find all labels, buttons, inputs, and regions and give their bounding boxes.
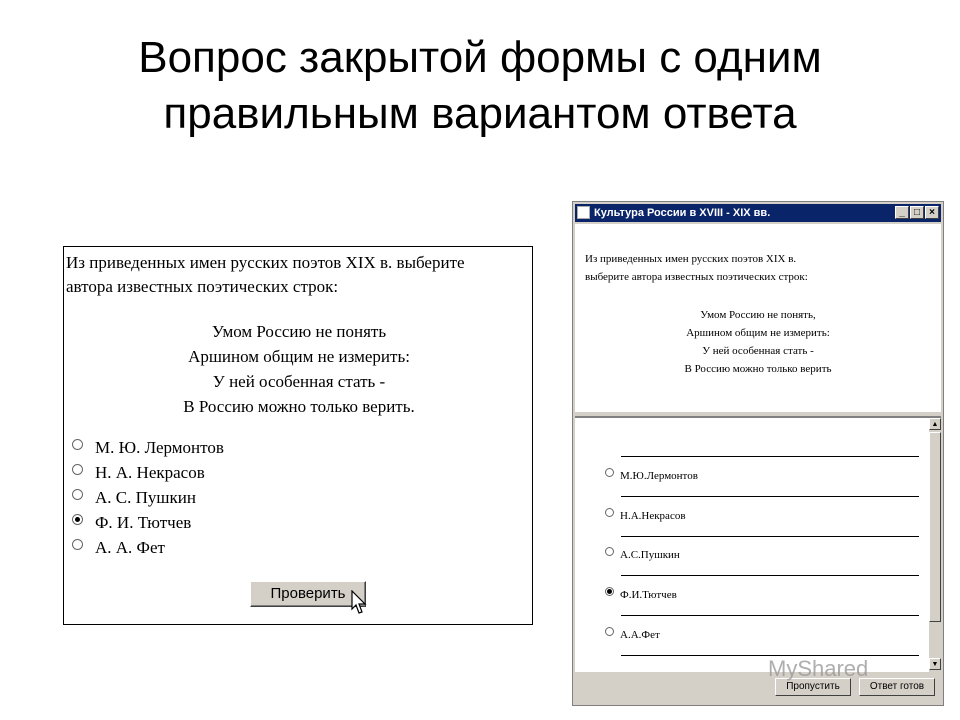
- divider: [621, 496, 919, 497]
- radio-button-selected[interactable]: [72, 514, 83, 525]
- radio-button[interactable]: [72, 539, 83, 550]
- slide-title: [0, 30, 960, 142]
- divider: [621, 575, 919, 576]
- skip-button[interactable]: Пропустить: [775, 678, 851, 696]
- close-icon[interactable]: ×: [925, 206, 939, 219]
- option-pushkin[interactable]: [72, 485, 224, 510]
- question-line-2: выберите автора известных поэтических строк:: [585, 271, 808, 283]
- poem-line: Аршином общим не измерить:: [686, 327, 830, 339]
- option-pushkin[interactable]: [605, 549, 680, 561]
- check-button[interactable]: Проверить: [250, 581, 366, 607]
- option-tyutchev[interactable]: [72, 510, 224, 535]
- window-footer: [575, 674, 941, 703]
- minimize-icon[interactable]: _: [895, 206, 909, 219]
- scroll-up-icon[interactable]: ▲: [929, 418, 941, 430]
- radio-button[interactable]: [605, 627, 614, 636]
- app-icon: [577, 206, 590, 219]
- window-title: Культура России в XVIII - XIX вв.: [594, 207, 771, 219]
- window-titlebar[interactable]: [575, 204, 941, 222]
- question-line-1: Из приведенных имен русских поэтов XIX в.: [585, 253, 797, 265]
- poem-line: Умом Россию не понять: [211, 322, 387, 341]
- divider: [621, 615, 919, 616]
- option-fet[interactable]: [72, 535, 224, 560]
- maximize-icon[interactable]: □: [910, 206, 924, 219]
- poem-line: У ней особенная стать -: [212, 372, 386, 391]
- option-label: А.С.Пушкин: [620, 549, 680, 561]
- poem: [64, 319, 534, 419]
- radio-button[interactable]: [605, 508, 614, 517]
- slide-title-line-1: Вопрос закрытой формы с одним: [138, 33, 822, 82]
- option-label: Н. А. Некрасов: [95, 462, 205, 482]
- option-label: А. А. Фет: [95, 537, 165, 557]
- poem-line: В Россию можно только верить.: [183, 397, 415, 416]
- option-label: Н.А.Некрасов: [620, 510, 686, 522]
- divider: [621, 456, 919, 457]
- radio-button[interactable]: [72, 489, 83, 500]
- divider: [621, 536, 919, 537]
- option-label: М.Ю.Лермонтов: [620, 470, 698, 482]
- option-label: Ф.И.Тютчев: [620, 589, 677, 601]
- watermark-logo: MyShared: [768, 656, 869, 681]
- poem-line: Аршином общим не измерить:: [188, 347, 410, 366]
- slide-title-line-2: правильным вариантом ответа: [163, 89, 797, 138]
- question-line-1: Из приведенных имен русских поэтов XIX в. выберите: [66, 253, 465, 272]
- radio-button[interactable]: [605, 547, 614, 556]
- question-text: [66, 251, 530, 299]
- vertical-scrollbar[interactable]: [929, 418, 941, 672]
- scroll-thumb[interactable]: [929, 432, 941, 622]
- option-tyutchev[interactable]: [605, 589, 677, 601]
- radio-button[interactable]: [72, 464, 83, 475]
- poem-line: Умом Россию не понять,: [700, 309, 816, 321]
- radio-button[interactable]: [72, 439, 83, 450]
- poem: [575, 306, 941, 378]
- app-window: [572, 201, 944, 706]
- option-lermontov[interactable]: [72, 435, 224, 460]
- question-line-2: автора известных поэтических строк:: [66, 277, 339, 296]
- poem-line: В Россию можно только верить: [684, 363, 832, 375]
- option-label: Ф. И. Тютчев: [95, 512, 192, 532]
- question-pane: [575, 224, 941, 412]
- radio-button[interactable]: [605, 468, 614, 477]
- option-lermontov[interactable]: [605, 470, 698, 482]
- option-label: А. С. Пушкин: [95, 487, 196, 507]
- answer-ready-button[interactable]: Ответ готов: [859, 678, 935, 696]
- answers-pane: [575, 416, 941, 672]
- scroll-down-icon[interactable]: ▼: [929, 658, 941, 670]
- left-question-form: [63, 246, 533, 625]
- option-label: М. Ю. Лермонтов: [95, 437, 224, 457]
- option-nekrasov[interactable]: [605, 510, 686, 522]
- option-fet[interactable]: [605, 629, 660, 641]
- poem-line: У ней особенная стать -: [702, 345, 814, 357]
- answer-options: [72, 435, 224, 560]
- radio-button-selected[interactable]: [605, 587, 614, 596]
- option-nekrasov[interactable]: [72, 460, 224, 485]
- option-label: А.А.Фет: [620, 629, 660, 641]
- question-text: [585, 250, 808, 286]
- mouse-pointer-icon: [351, 590, 369, 616]
